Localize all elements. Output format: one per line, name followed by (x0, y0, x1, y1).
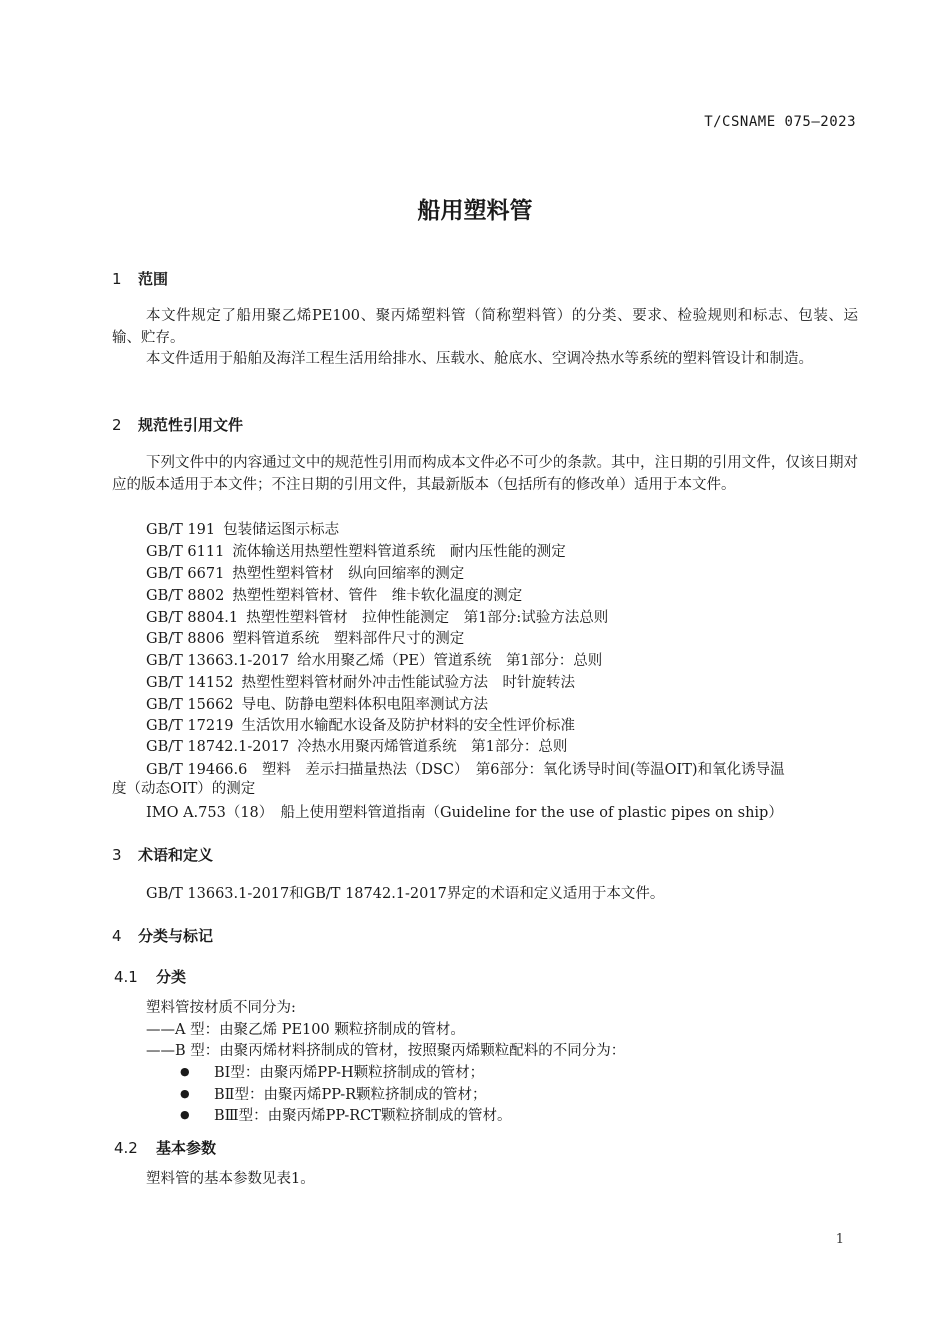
standard-code: T/CSNAME 075—2023 (704, 114, 856, 130)
section-number: 3 (112, 846, 122, 864)
section-2-heading (112, 414, 243, 435)
reference-name: 包装储运图示标志 (223, 522, 340, 538)
type-a-line: ——A 型：由聚乙烯 PE100 颗粒挤制成的管材。 (146, 1022, 465, 1038)
subsection-title: 分类 (156, 968, 187, 986)
section-2-intro: 下列文件中的内容通过文中的规范性引用而构成本文件必不可少的条款。其中，注日期的引用文件，仅该日期对应的版本适用于本文件；不注日期的引用文件，其最新版本（包括所有的修改单）适用于本文件。 (112, 455, 858, 493)
section-1-heading (112, 268, 168, 289)
reference-code: GB/T 191 (146, 522, 216, 538)
bullet-text: BⅢ型：由聚丙烯PP-RCT颗粒挤制成的管材。 (214, 1108, 512, 1124)
section-3-heading (112, 844, 213, 865)
section-number: 4 (112, 927, 122, 945)
reference-name: 塑料管道系统 塑料部件尺寸的测定 (232, 631, 465, 647)
basic-parameters-text: 塑料管的基本参数见表1。 (146, 1171, 315, 1187)
reference-item (146, 518, 339, 539)
reference-name: 热塑性塑料管材 纵向回缩率的测定 (232, 566, 465, 582)
bullet-text: BⅠ型：由聚丙烯PP-H颗粒挤制成的管材； (214, 1065, 485, 1081)
reference-name: 热塑性塑料管材 拉伸性能测定 第1部分:试验方法总则 (246, 610, 609, 626)
section-1-paragraph-1: 本文件规定了船用聚乙烯PE100、聚丙烯塑料管（简称塑料管）的分类、要求、检验规则和标志、包装、运输、贮存。 (112, 308, 858, 346)
section-number: 2 (112, 416, 122, 434)
reference-code: GB/T 8802 (146, 588, 225, 604)
reference-item-continuation: 度（动态OIT）的测定 (112, 781, 256, 797)
reference-item (146, 649, 602, 670)
reference-item (146, 693, 488, 714)
section-title: 分类与标记 (138, 927, 214, 945)
classification-intro: 塑料管按材质不同分为: (146, 1000, 296, 1016)
section-1-paragraph-2: 本文件适用于船舶及海洋工程生活用给排水、压载水、舱底水、空调冷热水等系统的塑料管设计和制造。 (146, 351, 813, 367)
bullet-item (180, 1083, 487, 1104)
section-title: 范围 (138, 270, 169, 288)
bullet-text: BⅡ型：由聚丙烯PP-R颗粒挤制成的管材； (214, 1087, 487, 1103)
reference-code: GB/T 17219 (146, 718, 234, 734)
reference-code: GB/T 6671 (146, 566, 225, 582)
bullet-dot-icon: ● (180, 1108, 190, 1121)
reference-item (146, 540, 566, 561)
bullet-item (180, 1061, 484, 1082)
reference-name: 热塑性塑料管材耐外冲击性能试验方法 时针旋转法 (241, 675, 576, 691)
reference-item (146, 714, 575, 735)
reference-name: 热塑性塑料管材、管件 维卡软化温度的测定 (232, 588, 523, 604)
reference-code: GB/T 6111 (146, 544, 225, 560)
reference-code: GB/T 13663.1-2017 (146, 653, 290, 669)
reference-code: GB/T 8804.1 (146, 610, 239, 626)
reference-code: GB/T 18742.1-2017 (146, 739, 290, 755)
section-title: 术语和定义 (138, 846, 214, 864)
reference-item (146, 606, 608, 627)
bullet-dot-icon: ● (180, 1087, 190, 1100)
reference-name: 导电、防静电塑料体积电阻率测试方法 (241, 697, 489, 713)
document-title: 船用塑料管 (417, 198, 533, 224)
subsection-4-2-heading (114, 1137, 216, 1158)
reference-item: IMO A.753（18） 船上使用塑料管道指南（Guideline for the use of plastic pipes on ship） (146, 805, 783, 821)
reference-name: 生活饮用水输配水设备及防护材料的安全性评价标准 (241, 718, 576, 734)
reference-item (146, 735, 567, 756)
page-number: 1 (835, 1232, 844, 1247)
reference-name: 流体输送用热塑性塑料管道系统 耐内压性能的测定 (232, 544, 566, 560)
subsection-number: 4.1 (114, 968, 138, 986)
section-number: 1 (112, 270, 122, 288)
type-b-line: ——B 型：由聚丙烯材料挤制成的管材，按照聚丙烯颗粒配料的不同分为： (146, 1043, 626, 1059)
reference-item (146, 671, 575, 692)
bullet-dot-icon: ● (180, 1065, 190, 1078)
subsection-4-1-heading (114, 966, 186, 987)
reference-name: 冷热水用聚丙烯管道系统 第1部分：总则 (297, 739, 568, 755)
bullet-item (180, 1104, 511, 1125)
reference-item (146, 627, 464, 648)
subsection-number: 4.2 (114, 1139, 138, 1157)
reference-code: GB/T 8806 (146, 631, 225, 647)
section-title: 规范性引用文件 (138, 416, 244, 434)
reference-code: GB/T 14152 (146, 675, 234, 691)
reference-item (146, 562, 464, 583)
subsection-title: 基本参数 (156, 1139, 217, 1157)
reference-item (146, 584, 522, 605)
reference-item: GB/T 19466.6 塑料 差示扫描量热法（DSC） 第6部分：氧化诱导时间(等温OIT)和氧化诱导温 (146, 762, 785, 778)
section-3-text: GB/T 13663.1-2017和GB/T 18742.1-2017界定的术语和定义适用于本文件。 (146, 886, 665, 902)
section-4-heading (112, 925, 213, 946)
reference-code: GB/T 15662 (146, 697, 234, 713)
reference-name: 给水用聚乙烯（PE）管道系统 第1部分：总则 (297, 653, 603, 669)
